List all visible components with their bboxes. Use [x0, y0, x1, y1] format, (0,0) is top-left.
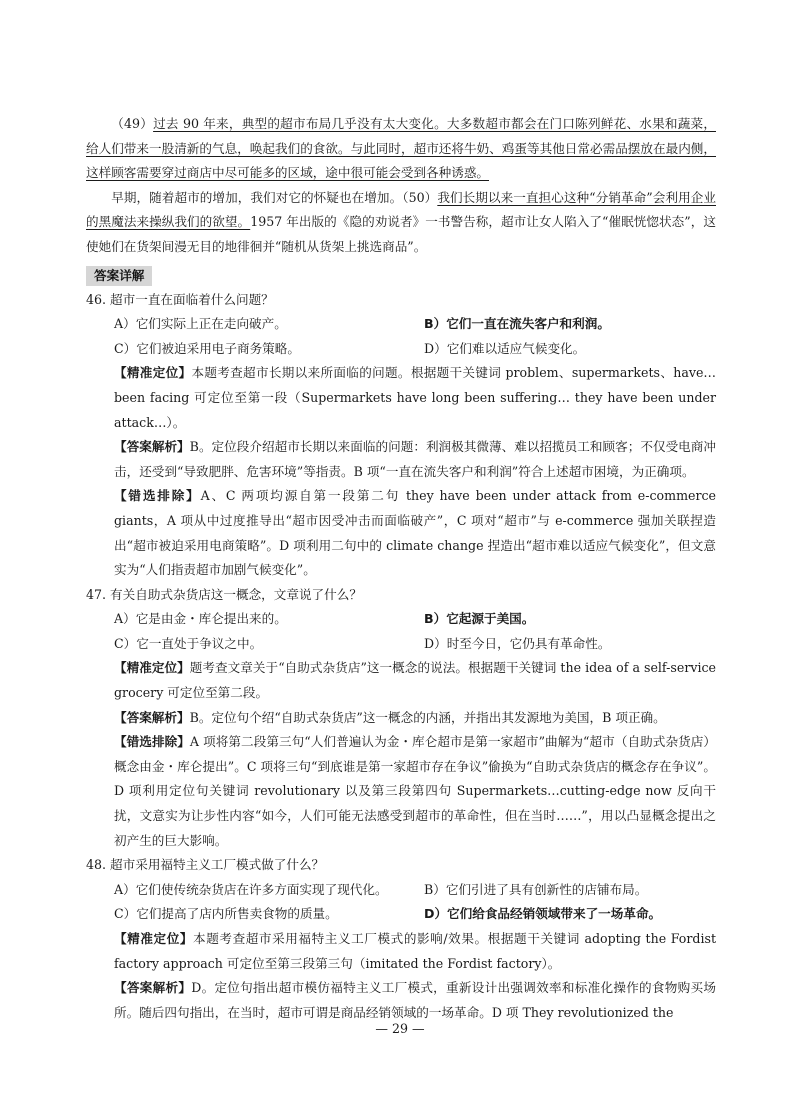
explanation-text: B。定位段介绍超市长期以来面临的问题：利润极其微薄、难以招揽员工和顾客；不仅受电商冲击，还受到“导致肥胖、危害环境”等指责。B 项“一直在流失客户和利润”符合上述超市困境，为正确项。 [114, 439, 716, 479]
explanation-label: 【错选排除】 [114, 734, 190, 750]
question-stem: 47. 有关自助式杂货店这一概念，文章说了什么？ [86, 586, 362, 602]
explanation-answer [114, 435, 716, 484]
option-a: A）它们实际上正在走向破产。 [114, 316, 287, 332]
explanation-text: D。定位句指出超市模仿福特主义工厂模式，重新设计出强调效率和标准化操作的食物购买场所。随后四句指出，在当时，超市可谓是商品经销领域的一场革命。D 项 They revolutionized the [114, 980, 716, 1020]
explanation-answer [114, 706, 716, 731]
explanation-label: 【错选排除】 [114, 488, 201, 504]
explanation-label: 【答案解析】 [114, 709, 190, 725]
question-stem: 48. 超市采用福特主义工厂模式做了什么？ [86, 857, 325, 873]
section-label-answer-explanation: 答案详解 [86, 266, 152, 286]
explanation-text: 本题考查超市长期以来所面临的问题。根据题干关键词 problem、supermarkets、have…been facing 可定位至第一段（Supermarkets have long been suffering… they have been under attack…）。 [114, 365, 717, 430]
option-d: D）时至今日，它仍具有革命性。 [424, 635, 611, 651]
explanation-locate [114, 361, 716, 435]
option-a: A）它是由金・库仑提出来的。 [114, 611, 287, 627]
underlined-sentence-50: 我们长期以来一直担心这种“分销革命”会利用企业的黑魔法来操纵我们的欲望。 [86, 189, 716, 230]
option-c: C）它们被迫采用电子商务策略。 [114, 340, 300, 356]
explanation-locate [114, 927, 716, 976]
explanation-label: 【答案解析】 [114, 439, 190, 455]
passage-paragraph-49 [86, 112, 716, 186]
explanation-label: 【精准定位】 [114, 660, 190, 676]
explanation-eliminate [114, 730, 716, 853]
underlined-sentence-49: 过去 90 年来，典型的超市布局几乎没有太大变化。大多数超市都会在门口陈列鲜花、水果和蔬菜，给人们带来一股清新的气息，唤起我们的食欲。与此同时，超市还将牛奶、鸡蛋等其他日常必需品摆放在最内侧，这样顾客需要穿过商店中尽可能多的区域，途中很可能会受到各种诱惑。 [86, 116, 716, 181]
option-a: A）它们使传统杂货店在许多方面实现了现代化。 [114, 881, 388, 897]
explanation-eliminate [114, 484, 716, 582]
option-d-correct: D）它们给食品经销领域带来了一场革命。 [424, 906, 662, 922]
passage-text: 早期，随着超市的增加，我们对它的怀疑也在增加。（50） [111, 189, 438, 205]
question-stem: 46. 超市一直在面临着什么问题？ [86, 291, 274, 307]
question-46 [86, 288, 716, 583]
passage-text: 1957 年出版的《隐的劝说者》一书警告称，超市让女人陷入了“催眠恍惚状态”，这使她们在货架间漫无目的地徘徊并“随机从货架上挑选商品”。 [86, 214, 717, 254]
question-48 [86, 853, 716, 1025]
explanation-label: 【精准定位】 [114, 365, 192, 381]
option-d: D）它们难以适应气候变化。 [424, 340, 586, 356]
document-page [86, 112, 716, 1025]
question-marker-49: （49） [111, 116, 154, 131]
explanation-text: 本题考查超市采用福特主义工厂模式的影响/效果。根据题干关键词 adopting the Fordist factory approach 可定位至第三段第三句（imitated the Fordist factory）。 [114, 931, 717, 971]
option-b-correct: B）它起源于美国。 [424, 611, 535, 627]
passage-paragraph-50 [86, 186, 716, 260]
option-b-correct: B）它们一直在流失客户和利润。 [424, 316, 610, 332]
explanation-text: B。定位句个绍“自助式杂货店”这一概念的内涵，并指出其发源地为美国，B 项正确。 [189, 709, 666, 725]
option-c: C）它一直处于争议之中。 [114, 635, 263, 651]
option-c: C）它们提高了店内所售卖食物的质量。 [114, 906, 338, 922]
question-47 [86, 583, 716, 854]
explanation-text: A、C 两项均源自第一段第二句 they have been under attack from e-commerce giants，A 项从中过度推导出“超市因受冲击而面临破产”，C 项对“超市”与 e-commerce 强加关联捏造出“超市被迫采用电商策略”。D 项利用二句中的 climate change 捏造出“超市难以适应气候变化”，但文意实为“人们指责超市加剧气候变化”。 [114, 488, 716, 578]
explanation-label: 【精准定位】 [114, 931, 194, 946]
explanation-answer [114, 976, 716, 1025]
explanation-label: 【答案解析】 [114, 980, 192, 996]
option-b: B）它们引进了具有创新性的店铺布局。 [424, 881, 648, 897]
page-number: — 29 — [375, 1021, 425, 1036]
explanation-locate [114, 656, 716, 705]
explanation-text: A 项将第二段第三句“人们普遍认为金・库仑超市是第一家超市”曲解为“超市（自助式杂货店）概念由金・库仑提出”。C 项将三句“到底谁是第一家超市存在争议”偷换为“自助式杂货店的概念存在争议”。D 项利用定位句关键词 revolutionary 以及第三段第四句 Supermarkets…cutting-edge now 反向干扰，文意实为让步性内容“如今，人们可能无法感受到超市的革命性，但在当时……”，用以凸显概念提出之初产生的巨大影响。 [114, 734, 716, 848]
options-47 [114, 607, 716, 656]
explanation-text: 题考查文章关于“自助式杂货店”这一概念的说法。根据题干关键词 the idea of a self-service grocery 可定位至第二段。 [114, 660, 716, 701]
options-46 [114, 312, 716, 361]
options-48 [114, 878, 716, 927]
